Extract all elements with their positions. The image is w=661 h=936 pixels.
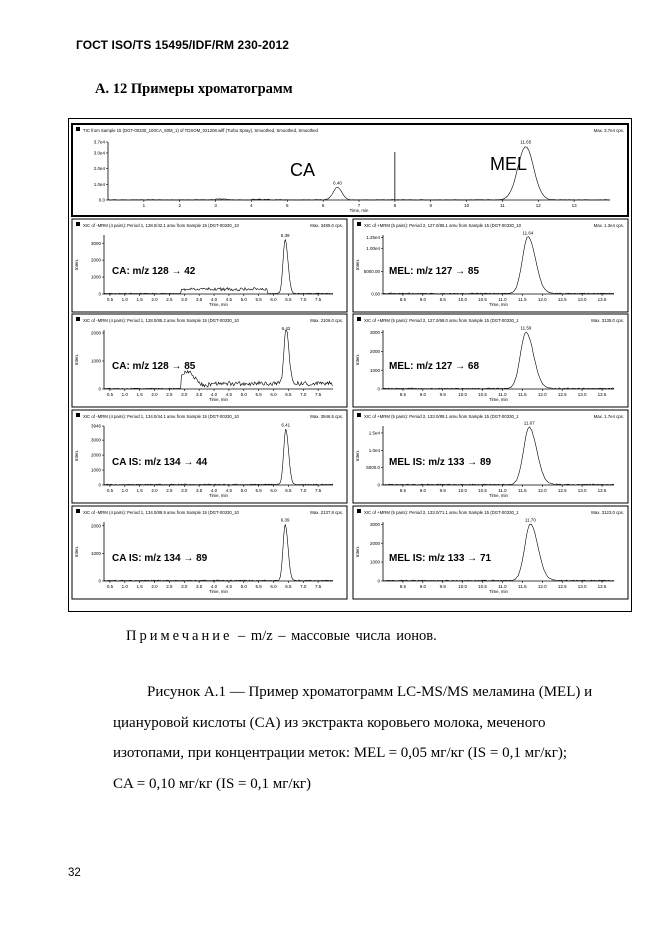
y-tick-label: 3000 (369, 521, 380, 527)
y-tick-label: 1000 (90, 467, 101, 473)
x-tick-label: 5.0 (240, 297, 247, 302)
y-tick-label: 1000 (90, 358, 101, 364)
y-tick-label: 1.5e4 (368, 430, 380, 436)
y-tick-label: 1.0e4 (368, 447, 380, 453)
x-tick-label: 10.5 (478, 488, 487, 493)
panel-max-label: Max. 3123.0 cps. (591, 510, 624, 515)
x-tick-label: 3 (214, 203, 217, 208)
x-tick-label: 12.0 (537, 297, 547, 302)
y-tick-label: 2000 (369, 540, 380, 546)
x-tick-label: 6.0 (270, 584, 277, 589)
panel-max-label: Max. 1.7e4 cps. (593, 414, 624, 419)
x-tick-label: 5.0 (240, 392, 247, 397)
x-tick-label: 9.5 (439, 488, 446, 493)
x-tick-label: 6.5 (285, 488, 292, 493)
y-tick-label: 3946 (90, 423, 101, 429)
y-tick-label: 2.0e4 (93, 166, 105, 172)
caption-line-2: циануровой кислоты (CA) из экстракта коровьего молока, меченого (113, 714, 546, 731)
x-tick-label: 9.0 (419, 392, 426, 397)
compound-label: CA IS: m/z 134 → 89 (112, 553, 208, 564)
x-tick-label: 3.0 (181, 392, 188, 397)
x-tick-label: 2 (178, 203, 181, 208)
x-tick-label: 12.5 (557, 584, 567, 589)
x-tick-label: 13.0 (577, 392, 587, 397)
x-tick-label: 7.5 (314, 392, 322, 397)
x-tick-label: 0.5 (106, 584, 114, 589)
y-tick-label: 3.7e4 (93, 139, 105, 145)
chart-panel-cais44 (72, 410, 347, 503)
compound-label: CA: m/z 128 → 42 (112, 266, 196, 277)
panel-marker-icon (357, 317, 361, 321)
y-tick-label: 2000 (90, 330, 101, 336)
x-tick-label: 12.5 (557, 488, 567, 493)
x-tick-label: 5.0 (240, 584, 247, 589)
chart-panel-melis89 (353, 410, 628, 503)
x-tick-label: 11.5 (518, 488, 527, 493)
x-tick-label: 0.5 (106, 392, 114, 397)
x-axis-label: Time, min (489, 493, 508, 498)
x-tick-label: 4.5 (225, 584, 233, 589)
x-tick-label: 12.0 (537, 392, 547, 397)
x-tick-label: 6.5 (285, 297, 292, 302)
x-tick-label: 5.5 (255, 584, 262, 589)
peak-label: 6.42 (281, 325, 291, 331)
x-tick-label: 7.5 (314, 297, 322, 302)
x-tick-label: 2.0 (151, 297, 158, 302)
x-tick-label: 2.0 (151, 488, 158, 493)
x-tick-label: 11.5 (518, 297, 527, 302)
figure-note (126, 628, 437, 645)
x-tick-label: 1.5 (136, 584, 143, 589)
x-axis-label: Time, min (209, 589, 228, 594)
x-tick-label: 12.0 (537, 488, 547, 493)
x-tick-label: 1.0 (121, 584, 128, 589)
y-tick-label: 3000 (369, 330, 380, 336)
y-tick-label: 2000 (90, 452, 101, 458)
peak-label: 6.40 (333, 180, 342, 186)
x-tick-label: 8.5 (399, 297, 407, 302)
x-tick-label: 8.5 (399, 392, 407, 397)
x-tick-label: 5.5 (255, 488, 262, 493)
figure-caption (113, 677, 613, 799)
peak-label: 11.65 (520, 139, 532, 145)
y-axis-label: Inten. (74, 258, 79, 271)
x-axis-label: Time, min (489, 397, 508, 402)
y-tick-label: 1000 (90, 550, 101, 556)
x-tick-label: 6.5 (285, 392, 292, 397)
x-tick-label: 5.5 (255, 392, 262, 397)
x-tick-label: 7.0 (300, 488, 307, 493)
x-tick-label: 7.0 (300, 392, 307, 397)
x-axis-label: Time, min (489, 589, 508, 594)
y-tick-label: 0 (377, 386, 380, 392)
x-tick-label: 4.5 (225, 392, 233, 397)
x-tick-label: 2.5 (166, 297, 173, 302)
chromatogram-figure (68, 118, 632, 612)
x-tick-label: 10.0 (458, 392, 468, 397)
x-tick-label: 2.5 (166, 584, 173, 589)
y-tick-label: 0 (377, 482, 380, 488)
x-axis-label: Time, min (489, 302, 508, 307)
panel-title: XIC of -MRM (4 pairs): Period 1, 128.0/85.2 amu from Sample 15 (DGT-00330_10 (83, 318, 239, 323)
y-axis-label: Inten. (355, 545, 360, 558)
x-tick-label: 0.5 (106, 297, 114, 302)
caption-line-3: изотопами, при концентрации меток: MEL = 0,05 мг/кг (IS = 0,1 мг/кг); (113, 745, 568, 761)
y-tick-label: 0 (377, 578, 380, 584)
chart-panel-cais89 (72, 506, 347, 599)
compound-label: MEL: m/z 127 → 68 (389, 361, 480, 372)
x-tick-label: 10.0 (458, 584, 468, 589)
x-tick-label: 7 (357, 203, 361, 208)
panel-title: XIC of +MRM (5 pairs): Period 2, 133.0/89.1 amu from Sample 15 (DGT-00330_1 (364, 414, 519, 419)
y-tick-label: 0 (98, 386, 101, 392)
x-tick-label: 12.5 (557, 297, 567, 302)
y-tick-label: 3.0e4 (93, 150, 105, 156)
chart-panel-mel68 (353, 314, 628, 407)
panel-max-label: Max. 2106.0 cps. (310, 318, 343, 323)
y-axis-label: Inten. (74, 353, 79, 366)
x-tick-label: 0.5 (106, 488, 114, 493)
y-tick-label: 1.00e4 (366, 246, 380, 252)
x-tick-label: 12 (535, 203, 541, 208)
y-tick-label: 1.25e4 (366, 234, 380, 240)
peak-label: 6.39 (280, 232, 290, 238)
y-tick-label: 1000 (369, 367, 380, 373)
x-tick-label: 9.0 (419, 297, 426, 302)
y-axis-label: Inten. (355, 353, 360, 366)
x-tick-label: 3.0 (181, 297, 188, 302)
x-tick-label: 4.5 (225, 297, 233, 302)
x-tick-label: 4.0 (210, 584, 218, 589)
x-tick-label: 11.0 (498, 584, 507, 589)
y-tick-label: 2000 (90, 523, 101, 529)
y-tick-label: 5000.0 (366, 465, 380, 471)
x-tick-label: 9.5 (439, 392, 446, 397)
x-tick-label: 13.5 (597, 488, 607, 493)
x-tick-label: 4.5 (225, 488, 233, 493)
x-tick-label: 1.0 (121, 488, 128, 493)
compound-label: MEL IS: m/z 133 → 71 (389, 553, 492, 564)
panel-title: XIC of -MRM (4 pairs): Period 1, 128.0/42.1 amu from Sample 15 (DGT-00330_10 (83, 223, 239, 228)
x-tick-label: 4.0 (210, 488, 218, 493)
chromatogram-svg (68, 118, 632, 612)
x-tick-label: 2.0 (151, 584, 158, 589)
x-tick-label: 11 (500, 203, 505, 208)
panel-max-label: Max. 3135.0 cps. (591, 318, 624, 323)
x-tick-label: 9.0 (419, 488, 426, 493)
panel-max-label: Max. 1.3e4 cps. (593, 223, 624, 228)
x-tick-label: 13.5 (597, 392, 607, 397)
x-tick-label: 6.0 (270, 488, 277, 493)
chart-panel-ca85 (72, 314, 347, 407)
x-tick-label: 2.0 (151, 392, 158, 397)
x-tick-label: 12.5 (557, 392, 567, 397)
x-tick-label: 3.0 (181, 488, 188, 493)
panel-title: XIC of +MRM (5 pairs): Period 2, 127.0/85.1 amu from Sample 15 (DGT-00330_10 (364, 223, 522, 228)
peak-label: 6.41 (281, 422, 291, 428)
x-tick-label: 5.5 (255, 297, 262, 302)
peak-label: 11.59 (520, 325, 532, 331)
x-axis-label: Time, min (209, 302, 228, 307)
panel-max-label: Max. 2137.8 cps. (310, 510, 343, 515)
x-tick-label: 13.0 (577, 297, 587, 302)
x-tick-label: 13 (571, 203, 577, 208)
panel-marker-icon (357, 509, 361, 513)
x-tick-label: 4 (250, 203, 253, 208)
x-tick-label: 8 (393, 203, 397, 208)
y-tick-label: 0 (98, 482, 101, 488)
x-tick-label: 5 (286, 203, 289, 208)
y-tick-label: 1000 (369, 559, 380, 565)
panel-border (72, 124, 628, 216)
x-tick-label: 7.5 (314, 488, 322, 493)
x-tick-label: 7.5 (314, 584, 322, 589)
chart-panel-mel85 (353, 219, 628, 312)
x-tick-label: 2.5 (166, 392, 173, 397)
compound-label: MEL: m/z 127 → 85 (389, 266, 480, 277)
y-axis-label: Inten. (74, 545, 79, 558)
x-tick-label: 10.5 (478, 297, 487, 302)
x-tick-label: 6.5 (285, 584, 292, 589)
peak-label: 11.64 (522, 230, 534, 236)
x-axis-label: Time, min (209, 397, 228, 402)
panel-title: XIC of +MRM (5 pairs): Period 2, 133.0/71.1 amu from Sample 15 (DGT-00330_1 (364, 510, 519, 515)
panel-marker-icon (357, 222, 361, 226)
x-tick-label: 13.0 (577, 488, 587, 493)
caption-line-1: Рисунок А.1 — Пример хроматограмм LC-MS/MS меламина (MEL) и (147, 684, 593, 700)
x-tick-label: 1.0 (121, 392, 128, 397)
x-tick-label: 9 (429, 203, 432, 208)
x-tick-label: 7.0 (300, 297, 307, 302)
y-tick-label: 2000 (90, 257, 101, 263)
y-tick-label: 2000 (369, 348, 380, 354)
panel-max-label: Max. 3946.5 cps. (310, 414, 343, 419)
x-tick-label: 9.5 (439, 584, 446, 589)
section-title: А. 12 Примеры хроматограмм (95, 81, 293, 97)
y-tick-label: 1000 (90, 274, 101, 280)
x-tick-label: 4.0 (210, 392, 218, 397)
panel-marker-icon (76, 222, 80, 226)
x-tick-label: 6.0 (270, 392, 277, 397)
x-tick-label: 6.0 (270, 297, 277, 302)
y-tick-label: 3000 (90, 240, 101, 246)
x-tick-label: 11.0 (498, 392, 507, 397)
panel-marker-icon (76, 317, 80, 321)
x-tick-label: 3.0 (181, 584, 188, 589)
page-number: 32 (68, 867, 81, 879)
x-tick-label: 11.0 (498, 297, 507, 302)
panel-marker-icon (76, 413, 80, 417)
y-tick-label: 3000 (90, 437, 101, 443)
x-tick-label: 3.5 (196, 297, 203, 302)
tic-label-ca: CA (290, 160, 316, 180)
x-tick-label: 10.0 (458, 488, 468, 493)
panel-title: XIC of -MRM (4 pairs): Period 1, 134.0/89.9 amu from Sample 15 (DGT-00330_10 (83, 510, 239, 515)
y-tick-label: 1.0e4 (93, 181, 105, 187)
x-tick-label: 7.0 (300, 584, 307, 589)
x-tick-label: 3.5 (196, 488, 203, 493)
x-tick-label: 10.0 (458, 297, 468, 302)
panel-marker-icon (357, 413, 361, 417)
x-tick-label: 1.5 (136, 392, 143, 397)
chart-panel-ca42 (72, 219, 347, 312)
x-tick-label: 10.5 (478, 584, 487, 589)
x-tick-label: 1.0 (121, 297, 128, 302)
x-tick-label: 13.0 (577, 584, 587, 589)
x-tick-label: 2.5 (166, 488, 173, 493)
x-axis-label: Time, min (349, 208, 369, 213)
y-tick-label: 0.00 (371, 291, 380, 297)
x-tick-label: 6 (321, 203, 325, 208)
panel-max-label: Max. 3.7e4 cps. (593, 128, 624, 133)
x-tick-label: 11.0 (498, 488, 507, 493)
panel-max-label: Max. 3485.0 cps. (310, 223, 343, 228)
x-tick-label: 10.5 (478, 392, 487, 397)
chart-panel-tic (72, 124, 628, 216)
y-tick-label: 0.0 (98, 197, 105, 203)
compound-label: MEL IS: m/z 133 → 89 (389, 457, 492, 468)
compound-label: CA: m/z 128 → 85 (112, 361, 196, 372)
x-tick-label: 1.5 (136, 488, 143, 493)
peak-label: 11.67 (523, 420, 535, 426)
note-text: – m/z – массовые числа ионов. (238, 628, 437, 644)
document-header: ГОСТ ISO/TS 15495/IDF/RM 230-2012 (76, 38, 290, 52)
caption-line-4: CA = 0,10 мг/кг (IS = 0,1 мг/кг) (113, 775, 312, 792)
x-tick-label: 3.5 (196, 584, 203, 589)
x-tick-label: 9.0 (419, 584, 426, 589)
x-tick-label: 8.5 (399, 584, 407, 589)
x-tick-label: 8.5 (399, 488, 407, 493)
x-tick-label: 13.5 (597, 297, 607, 302)
tic-label-mel: MEL (490, 154, 528, 174)
y-tick-label: 0 (98, 578, 101, 584)
chart-panel-melis71 (353, 506, 628, 599)
x-tick-label: 3.5 (196, 392, 203, 397)
peak-label: 11.70 (524, 517, 536, 523)
compound-label: CA IS: m/z 134 → 44 (112, 457, 208, 468)
panel-marker-icon (76, 127, 80, 131)
x-tick-label: 13.5 (597, 584, 607, 589)
x-tick-label: 12.0 (537, 584, 547, 589)
note-word: Примечание (126, 628, 233, 644)
x-axis-label: Time, min (209, 493, 228, 498)
panel-title: XIC of +MRM (5 pairs): Period 2, 127.0/68.0 amu from Sample 15 (DGT-00330_1 (364, 318, 519, 323)
y-tick-label: 0 (98, 291, 101, 297)
x-tick-label: 11.5 (518, 392, 527, 397)
panel-title: XIC of -MRM (4 pairs): Period 1, 134.0/44.1 amu from Sample 15 (DGT-00330_10 (83, 414, 239, 419)
y-tick-label: 5000.00 (363, 268, 380, 274)
x-tick-label: 1 (142, 203, 146, 208)
x-tick-label: 1.5 (136, 297, 143, 302)
y-axis-label: Inten. (355, 258, 360, 271)
y-axis-label: Inten. (74, 449, 79, 462)
peak-label: 6.39 (280, 517, 290, 523)
x-tick-label: 10 (464, 203, 470, 208)
panel-title: TIC from Sample 15 (DGT-00330_100CA_50M_1) of TDSOM_021208.wiff (Turbo Spray), Smoothed, Smoothed, Smoothed (83, 128, 318, 133)
y-axis-label: Inten. (355, 449, 360, 462)
x-tick-label: 11.5 (518, 584, 527, 589)
x-tick-label: 5.0 (240, 488, 247, 493)
x-tick-label: 4.0 (210, 297, 218, 302)
panel-marker-icon (76, 509, 80, 513)
x-tick-label: 9.5 (439, 297, 446, 302)
